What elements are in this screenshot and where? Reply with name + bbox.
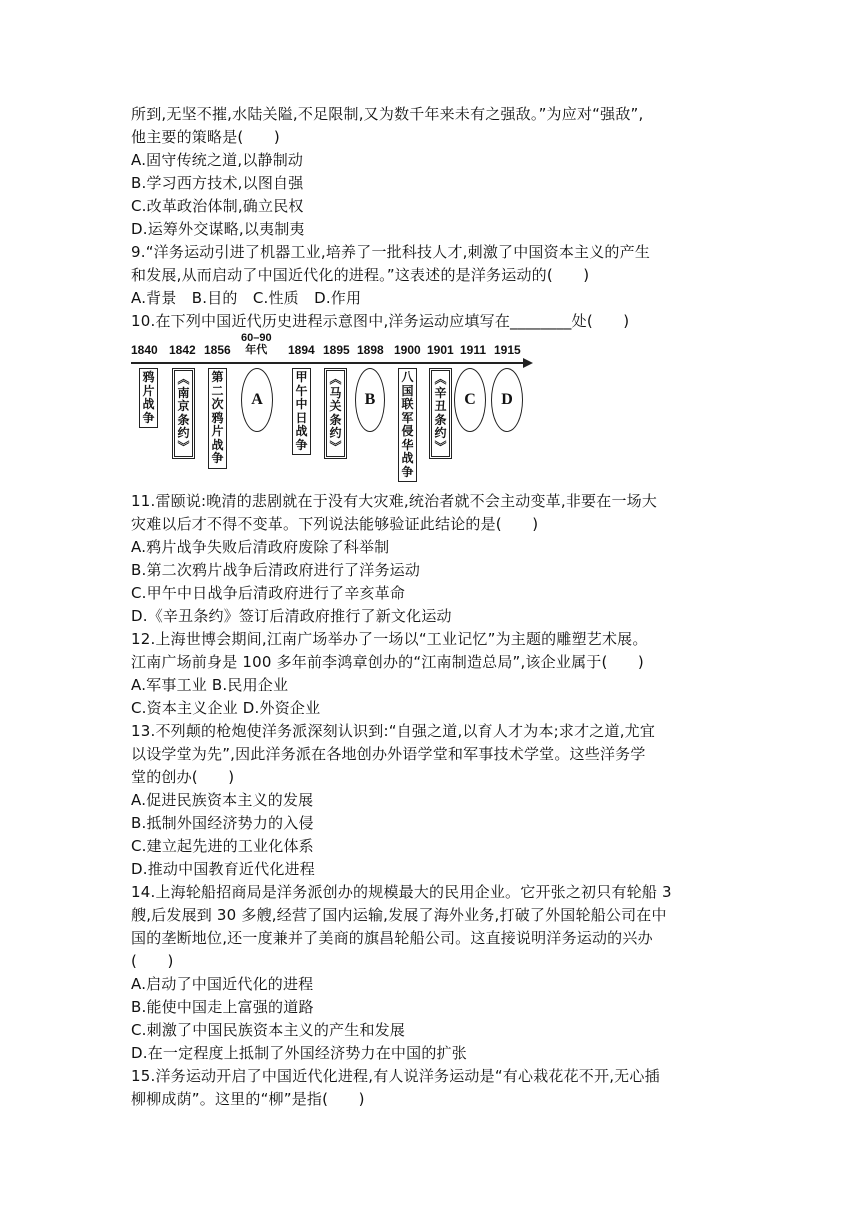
option-a: A.鸦片战争失败后清政府废除了科举制: [131, 538, 390, 556]
options-row: C.资本主义企业 D.外资企业: [131, 699, 321, 717]
text-line: 艘,后发展到 30 多艘,经营了国内运输,发展了海外业务,打破了外国轮船公司在中: [131, 906, 667, 924]
year-label: 1915: [494, 343, 521, 357]
option-c: C.建立起先进的工业化体系: [131, 837, 314, 855]
text-line: 所到,无坚不摧,水陆关隘,不足限制,又为数千年来未有之强敌。”为应对“强敌”,: [131, 105, 644, 123]
year-label: 1856: [204, 343, 231, 357]
text-line: 灾难以后才不得不变革。下列说法能够验证此结论的是( ): [131, 515, 539, 533]
timeline-axis: [131, 362, 525, 364]
year-label: 1901: [427, 343, 454, 357]
text-line: 和发展,从而启动了中国近代化的进程。”这表述的是洋务运动的( ): [131, 266, 590, 284]
question-13: 13.不列颠的枪炮使洋务派深刻认识到:“自强之道,以育人才为本;求才之道,尤宜: [131, 722, 656, 740]
timeline-diagram: [131, 332, 541, 482]
option-d: D.在一定程度上抵制了外国经济势力在中国的扩张: [131, 1044, 467, 1062]
question-15: 15.洋务运动开启了中国近代化进程,有人说洋务运动是“有心栽花花不开,无心插: [131, 1067, 660, 1085]
question-14: 14.上海轮船招商局是洋务派创办的规模最大的民用企业。它开张之初只有轮船 3: [131, 883, 672, 901]
question-10: 10.在下列中国近代历史进程示意图中,洋务运动应填写在________处( ): [131, 312, 630, 330]
option-a: A.启动了中国近代化的进程: [131, 975, 314, 993]
year-label: 1911: [460, 343, 487, 357]
oval-b: B: [355, 368, 385, 432]
event-opium-war: 鸦 片 战 争: [139, 368, 158, 428]
question-12: 12.上海世博会期间,江南广场举办了一场以“工业记忆”为主题的雕塑艺术展。: [131, 630, 648, 648]
options-row: A.背景 B.目的 C.性质 D.作用: [131, 289, 362, 307]
year-label: 1898: [357, 343, 384, 357]
text-line: ( ): [131, 952, 174, 970]
event-eight-nation-alliance: 八 国 联 军 侵 华 战 争: [398, 368, 417, 482]
option-c: C.改革政治体制,确立民权: [131, 197, 304, 215]
text-line: 柳柳成荫”。这里的“柳”是指( ): [131, 1090, 365, 1108]
year-label: 1900: [394, 343, 421, 357]
oval-c: C: [454, 368, 486, 432]
text-line: 江南广场前身是 100 多年前李鸿章创办的“江南制造总局”,该企业属于( ): [131, 653, 644, 671]
event-nanjing-treaty: ︽ 南 京 条 约 ︾: [172, 368, 195, 459]
event-sino-japanese-war: 甲 午 中 日 战 争: [292, 368, 311, 455]
year-label-6090: 60–90 年代: [241, 332, 272, 356]
text-line: 国的垄断地位,还一度兼并了美商的旗昌轮船公司。这直接说明洋务运动的兴办: [131, 929, 653, 947]
option-d: D.运筹外交谋略,以夷制夷: [131, 220, 305, 238]
event-shimonoseki-treaty: ︽ 马 关 条 约 ︾: [324, 368, 347, 459]
arrow-head-icon: [523, 358, 533, 368]
options-row: A.军事工业 B.民用企业: [131, 676, 289, 694]
option-c: C.甲午中日战争后清政府进行了辛亥革命: [131, 584, 406, 602]
option-d: D.推动中国教育近代化进程: [131, 860, 315, 878]
option-b: B.学习西方技术,以图自强: [131, 174, 304, 192]
text-line: 堂的创办( ): [131, 768, 235, 786]
year-label: 1840: [131, 343, 158, 357]
year-label: 1842: [169, 343, 196, 357]
option-a: A.促进民族资本主义的发展: [131, 791, 314, 809]
year-label: 1894: [288, 343, 315, 357]
oval-d: D: [491, 368, 523, 432]
option-b: B.能使中国走上富强的道路: [131, 998, 314, 1016]
option-b: B.抵制外国经济势力的入侵: [131, 814, 314, 832]
option-d: D.《辛丑条约》签订后清政府推行了新文化运动: [131, 607, 452, 625]
question-11: 11.雷颐说:晚清的悲剧就在于没有大灾难,统治者就不会主动变革,非要在一场大: [131, 492, 658, 510]
text-line: 以设学堂为先”,因此洋务派在各地创办外语学堂和军事技术学堂。这些洋务学: [131, 745, 646, 763]
text-line: 他主要的策略是( ): [131, 128, 280, 146]
event-boxer-protocol: ︽ 辛 丑 条 约 ︾: [429, 368, 452, 459]
option-b: B.第二次鸦片战争后清政府进行了洋务运动: [131, 561, 421, 579]
option-c: C.刺激了中国民族资本主义的产生和发展: [131, 1021, 406, 1039]
oval-a: A: [241, 368, 273, 432]
option-a: A.固守传统之道,以静制动: [131, 151, 304, 169]
year-label: 1895: [323, 343, 350, 357]
question-9: 9.“洋务运动引进了机器工业,培养了一批科技人才,刺激了中国资本主义的产生: [131, 243, 651, 261]
event-second-opium-war: 第 二 次 鸦 片 战 争: [208, 368, 227, 469]
